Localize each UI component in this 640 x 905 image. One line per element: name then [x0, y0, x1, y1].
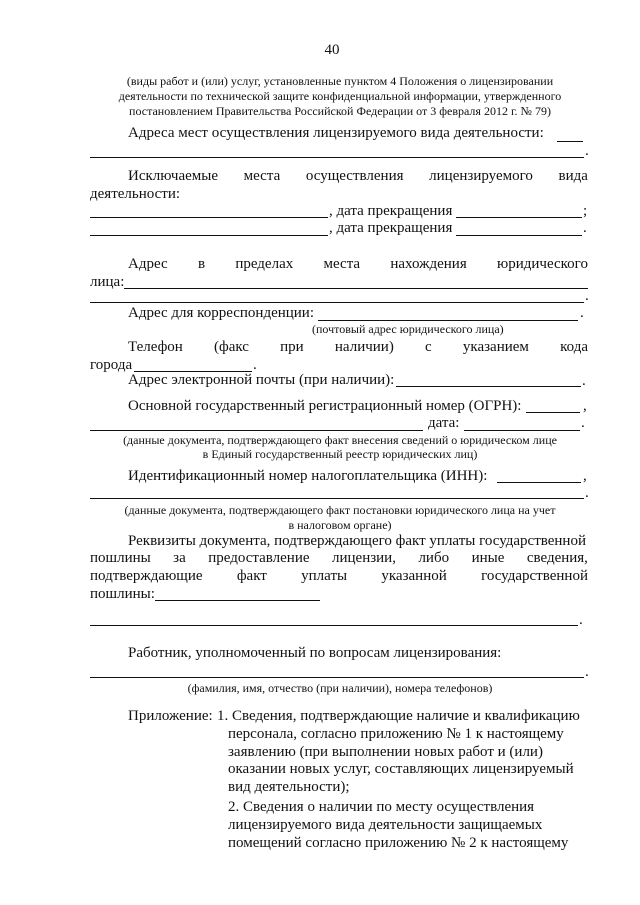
excluded-word: лицензируемого: [429, 168, 533, 184]
phone-word: при: [280, 339, 304, 355]
legal-address-blank-1: [124, 288, 588, 289]
fee-word: за: [173, 550, 186, 566]
legal-address-blank-2: [90, 302, 584, 303]
fee-word: уплаты: [301, 568, 348, 584]
header-note-line-3: постановлением Правительства Российской Федерации от 3 февраля 2012 г. № 79): [129, 104, 551, 118]
phone-word: с: [425, 339, 432, 355]
attachments-label: Приложение:: [128, 708, 213, 724]
inn-blank: [497, 482, 581, 483]
legal-address-word: пределах: [235, 256, 294, 272]
legal-address-word: места: [323, 256, 361, 272]
addresses-blank-1: [557, 141, 583, 142]
attachment-2-line-3: помещений согласно приложению № 2 к настоящему: [228, 835, 569, 851]
fee-blank-1: [155, 600, 320, 601]
header-note-line-1: (виды работ и (или) услуг, установленные пунктом 4 Положения о лицензировании: [126, 74, 554, 88]
attachment-1-line-5: вид деятельности);: [228, 779, 350, 795]
legal-address-line-1: [128, 256, 588, 273]
period: .: [580, 305, 584, 321]
excluded-place-blank-2: [90, 235, 328, 236]
period: .: [582, 373, 586, 389]
period: .: [585, 288, 589, 304]
comma: ,: [583, 398, 587, 414]
fee-word: пошлины: [90, 550, 151, 566]
fee-word: сведения,: [526, 550, 588, 566]
period: .: [585, 143, 589, 159]
ogrn-caption-line-2: в Единый государственный реестр юридических лиц): [202, 447, 478, 461]
attachment-text: персонала, согласно приложению № 1 к настоящему: [228, 726, 564, 742]
correspondence-blank: [318, 320, 578, 321]
ogrn-blank: [526, 412, 580, 413]
period: .: [579, 612, 583, 628]
fee-line-3: [90, 568, 588, 585]
fee-blank-2: [90, 625, 578, 626]
inn-label: Идентификационный номер налогоплательщика (ИНН):: [128, 468, 488, 484]
legal-address-word: Адрес: [128, 256, 168, 272]
ogrn-doc-blank: [90, 430, 423, 431]
phone-word: (факс: [214, 339, 249, 355]
fee-word: государственной: [481, 568, 588, 584]
attachment-1-line-4: оказании новых услуг, составляющих лицензируемый: [228, 761, 574, 777]
header-note-line-2: деятельности по технической защите конфиденциальной информации, утвержденного: [118, 89, 562, 103]
excluded-line-2: деятельности:: [90, 186, 181, 202]
phone-word: кода: [560, 339, 588, 355]
inn-doc-blank: [90, 498, 584, 499]
inn-caption-line-1: (данные документа, подтверждающего факт постановки юридического лица на учет: [124, 503, 556, 517]
fee-word: либо: [418, 550, 450, 566]
excluded-line-1: [128, 168, 588, 185]
period: .: [585, 485, 589, 501]
attachment-1-line-1: 1. Сведения, подтверждающие наличие и квалификацию: [217, 708, 580, 724]
ogrn-date-blank: [464, 430, 580, 431]
fee-line-4: пошлины:: [90, 586, 155, 602]
excluded-word: вида: [558, 168, 588, 184]
employee-blank: [90, 677, 584, 678]
attachment-1-line-3: заявлению (при выполнении новых работ и (или): [228, 744, 543, 760]
legal-address-word: юридического: [497, 256, 588, 272]
attachment-2-line-2: лицензируемого вида деятельности защищаемых: [228, 817, 543, 833]
phone-line-2: города: [90, 357, 133, 373]
page-number: 40: [324, 42, 340, 58]
ogrn-caption-line-1: (данные документа, подтверждающего факт внесения сведений о юридическом лице: [123, 433, 557, 447]
phone-word: Телефон: [128, 339, 183, 355]
stop-date-label-1: , дата прекращения: [329, 203, 453, 219]
fee-word: предоставление: [208, 550, 310, 566]
fee-word: иные: [471, 550, 505, 566]
stop-date-label-2: , дата прекращения: [329, 220, 453, 236]
semicolon: ;: [583, 203, 588, 219]
attachment-1-line-2: [228, 726, 589, 743]
fee-word: лицензии,: [332, 550, 396, 566]
addresses-blank-2: [90, 157, 584, 158]
period: .: [253, 357, 257, 373]
fee-word: указанной: [381, 568, 447, 584]
fee-line-1: Реквизиты документа, подтверждающего факт уплаты государственной: [128, 533, 586, 549]
fee-word: подтверждающие: [90, 568, 203, 584]
phone-word: наличии): [334, 339, 394, 355]
employee-caption: (фамилия, имя, отчество (при наличии), номера телефонов): [187, 681, 493, 695]
period: .: [581, 415, 585, 431]
ogrn-label: Основной государственный регистрационный номер (ОГРН):: [128, 398, 522, 414]
fee-word: факт: [236, 568, 267, 584]
period: .: [585, 664, 589, 680]
fee-line-2: [90, 550, 588, 567]
phone-line-1: [128, 339, 588, 356]
stop-date-blank-2: [456, 235, 582, 236]
excluded-word: осуществления: [305, 168, 404, 184]
legal-address-line-2: лица:: [90, 274, 125, 290]
addresses-label: Адреса мест осуществления лицензируемого вида деятельности:: [128, 125, 544, 141]
inn-caption-line-2: в налоговом органе): [288, 518, 392, 532]
excluded-word: места: [243, 168, 281, 184]
legal-address-word: нахождения: [390, 256, 467, 272]
period: .: [583, 220, 587, 236]
phone-word: указанием: [462, 339, 529, 355]
excluded-place-blank-1: [90, 217, 328, 218]
correspondence-label: Адрес для корреспонденции:: [128, 305, 315, 321]
attachment-2-line-1: 2. Сведения о наличии по месту осуществления: [228, 799, 535, 815]
excluded-word: Исключаемые: [128, 168, 218, 184]
email-blank: [396, 386, 581, 387]
stop-date-blank-1: [456, 217, 582, 218]
employee-label: Работник, уполномоченный по вопросам лицензирования:: [128, 645, 502, 661]
email-label: Адрес электронной почты (при наличии):: [128, 372, 395, 388]
comma: ,: [583, 468, 587, 484]
ogrn-date-label: дата:: [428, 415, 460, 431]
correspondence-caption: (почтовый адрес юридического лица): [312, 322, 504, 336]
legal-address-word: в: [197, 256, 206, 272]
